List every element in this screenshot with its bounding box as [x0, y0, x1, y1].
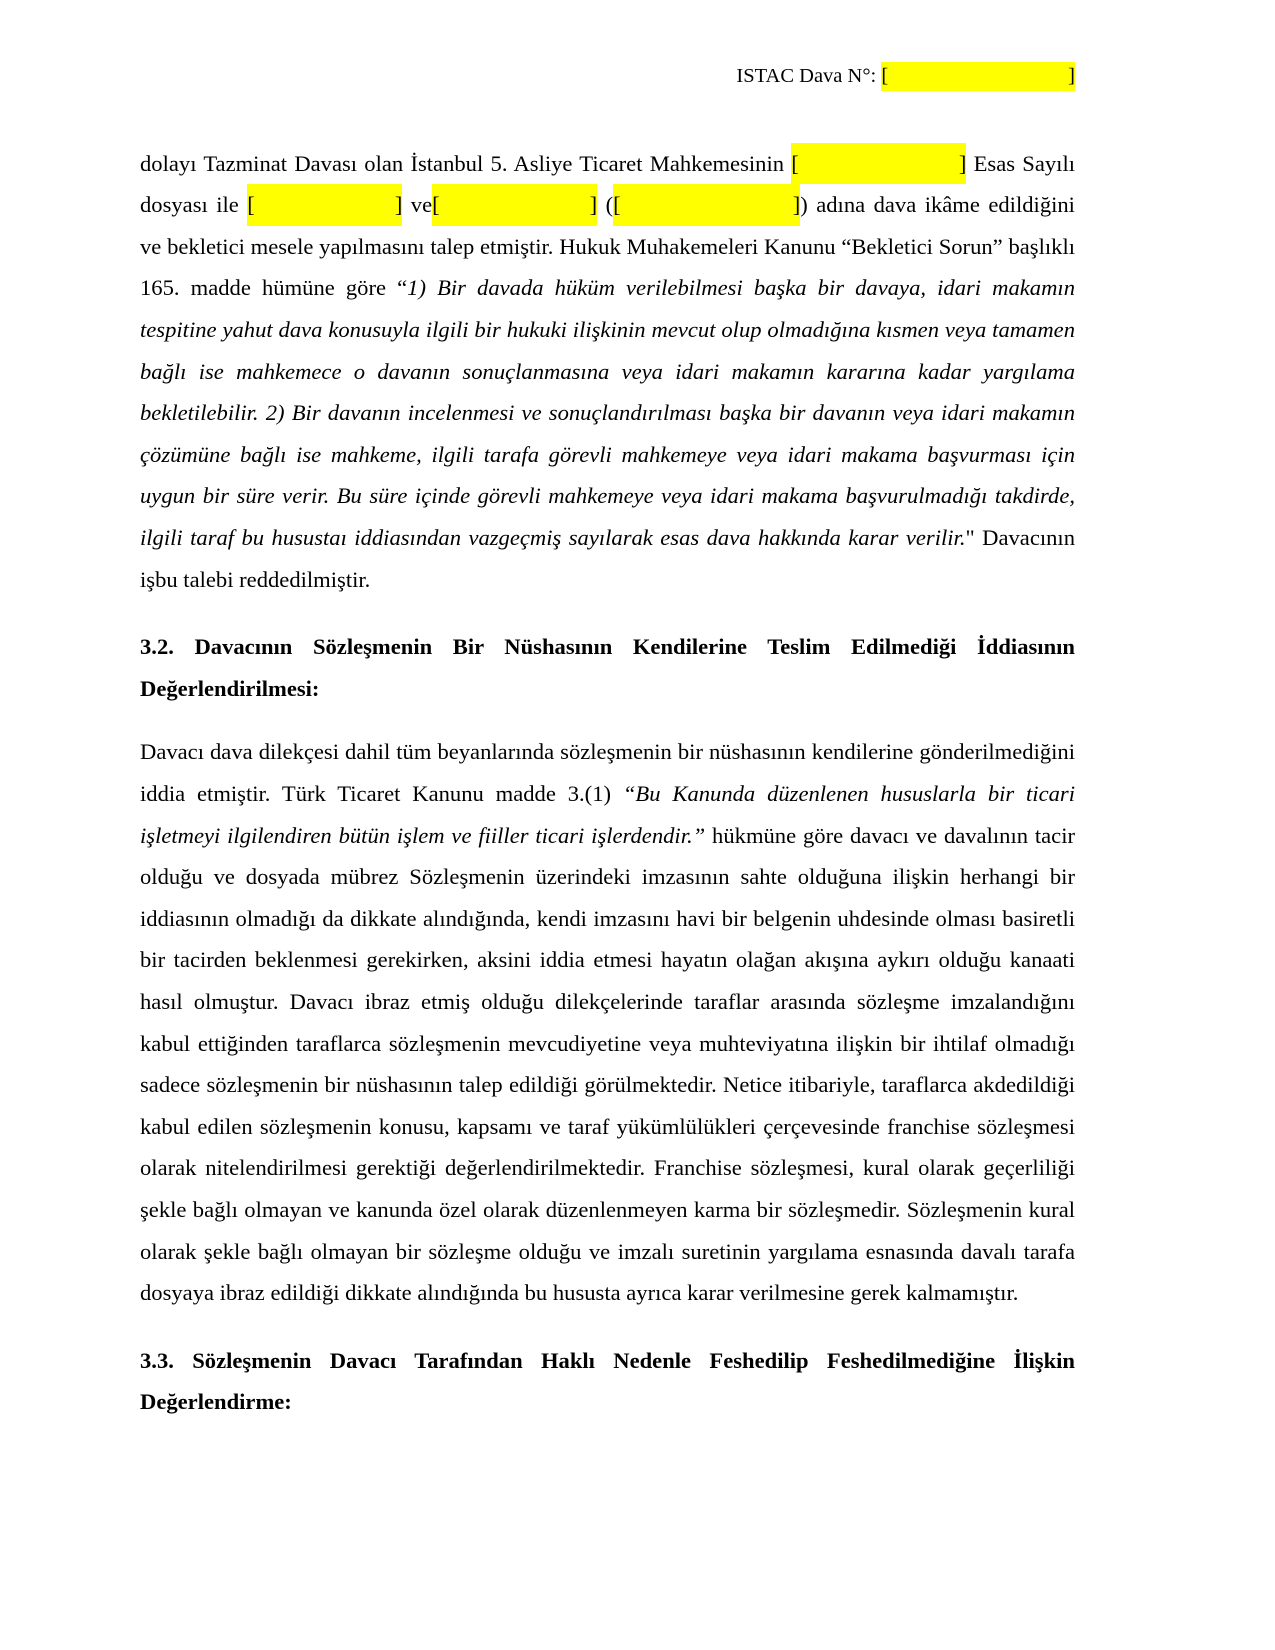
redaction-open-bracket: [ [791, 150, 799, 176]
redacted-esas-number [791, 143, 966, 185]
redaction-close-bracket: ] [1068, 65, 1075, 87]
redaction-close-bracket: ] [958, 150, 967, 176]
paragraph-nusha-teslim-degerlendirmesi [140, 731, 1075, 1313]
redacted-party-two [432, 184, 597, 226]
redaction-close-bracket: ] [792, 192, 801, 218]
p1-text-2: Esas Sayılı dosyası ile [140, 150, 1075, 218]
redaction-open-bracket: [ [432, 192, 440, 218]
heading-3-2: 3.2. Davacının Sözleşmenin Bir Nüshasının Kendilerine Teslim Edilmediği İddiasının Değerlendirilmesi: [140, 634, 1075, 701]
p2-text-2: hükmüne göre davacı ve davalının tacir olduğu ve dosyada mübrez Sözleşmenin üzerindeki imzasının sahte olduğuna ilişkin herhangi bir iddiasının olmadığı da dikkate alındığında, kendi imzasını havi bir belgenin uhdesinde olması basiretli bir tacirden beklenmesi gerekirken, aksini iddia etmesi hayatın olağan akışına aykırı olduğu kanaati hasıl olmuştur. Davacı ibraz etmiş olduğu dilekçelerinde taraflar arasında sözleşme imzalandığını kabul ettiğinden taraflarca sözleşmenin mevcudiyetine veya muhteviyatına ilişkin bir ihtilaf olmadığı sadece sözleşmenin bir nüshasının talep edildiği görülmektedir. Netice itibariyle, taraflarca akdedildiği kabul edilen sözleşmenin konusu, kapsamı ve taraf yükümlülükleri çerçevesinde franchise sözleşmesi olarak nitelendirilmesi gerektiği değerlendirilmektedir. Franchise sözleşmesi, kural olarak geçerliliği şekle bağlı olmayan ve kanunda özel olarak düzenlenmeyen karma bir sözleşmedir. Sözleşmenin kural olarak şekle bağlı olmayan bir sözleşme olduğu ve imzalı suretinin yargılama esnasında davalı tarafa dosyaya ibraz edildiği dikkate alındığında bu hususta ayrıca karar verilmesine gerek kalmamıştır. [140, 822, 1075, 1306]
quoted-statute-ttk-3-1: “Bu Kanunda düzenlenen hususlarla bir ticari işletmeyi ilgilendiren bütün işlem ve fiiller ticari işlerdendir.” [140, 781, 1075, 848]
paragraph-bekletici-mesele [140, 143, 1075, 601]
page-content-area [140, 62, 1075, 1423]
redaction-open-bracket: [ [613, 192, 621, 218]
p1-text-4: ( [597, 192, 614, 218]
p1-text-1: dolayı Tazminat Davası olan İstanbul 5. Asliye Ticaret Mahkemesinin [140, 150, 792, 176]
redaction-open-bracket: [ [881, 65, 889, 87]
redacted-party-one [247, 184, 402, 226]
redacted-case-number [881, 62, 1075, 91]
p1-text-5: ) adına dava ikâme edildiğini ve bekletici mesele yapılmasını talep etmiştir. Hukuk Muhakemeleri Kanunu “Bekletici Sorun” başlıklı 165. madde hümüne göre “ [140, 192, 1075, 301]
redaction-close-bracket: ] [394, 192, 403, 218]
redaction-open-bracket: [ [247, 192, 255, 218]
document-header [140, 62, 1075, 91]
heading-3-3: 3.3. Sözleşmenin Davacı Tarafından Haklı Nedenle Feshedilip Feshedilmediğine İlişkin Değerlendirme: [140, 1347, 1075, 1415]
quoted-statute-hmk-165: 1) Bir davada hüküm verilebilmesi başka bir davaya, idari makamın tespitine yahut dava konusuyla ilgili bir hukuki ilişkinin mevcut olup olmadığına kısmen veya tamamen bağlı ise mahkemece o davanın sonuçlanmasına veya idari makamın kararına kadar yargılama bekletilebilir. 2) Bir davanın incelenmesi ve sonuçlandırılması başka bir davanın veya idari makamın çözümüne bağlı ise mahkeme, ilgili tarafa görevli mahkemeye veya idari makama başvurması için uygun bir süre verir. Bu süre içinde görevli mahkemeye veya idari makama başvurulmadığı takdirde, ilgili taraf bu husustaı iddiasından vazgeçmiş sayılarak esas dava hakkında karar verilir. [140, 275, 1075, 551]
redacted-party-three [613, 184, 800, 226]
p1-text-3: ve [402, 192, 433, 218]
redaction-close-bracket: ] [589, 192, 598, 218]
p2-text-1: Davacı dava dilekçesi dahil tüm beyanlarında sözleşmenin bir nüshasının kendilerine gönderilmediğini iddia etmiştir. Türk Ticaret Kanunu madde 3.(1) [140, 739, 1075, 806]
case-number-label: ISTAC Dava N°: [736, 65, 877, 87]
p1-text-6: " Davacının işbu talebi reddedilmiştir. [140, 525, 1076, 592]
